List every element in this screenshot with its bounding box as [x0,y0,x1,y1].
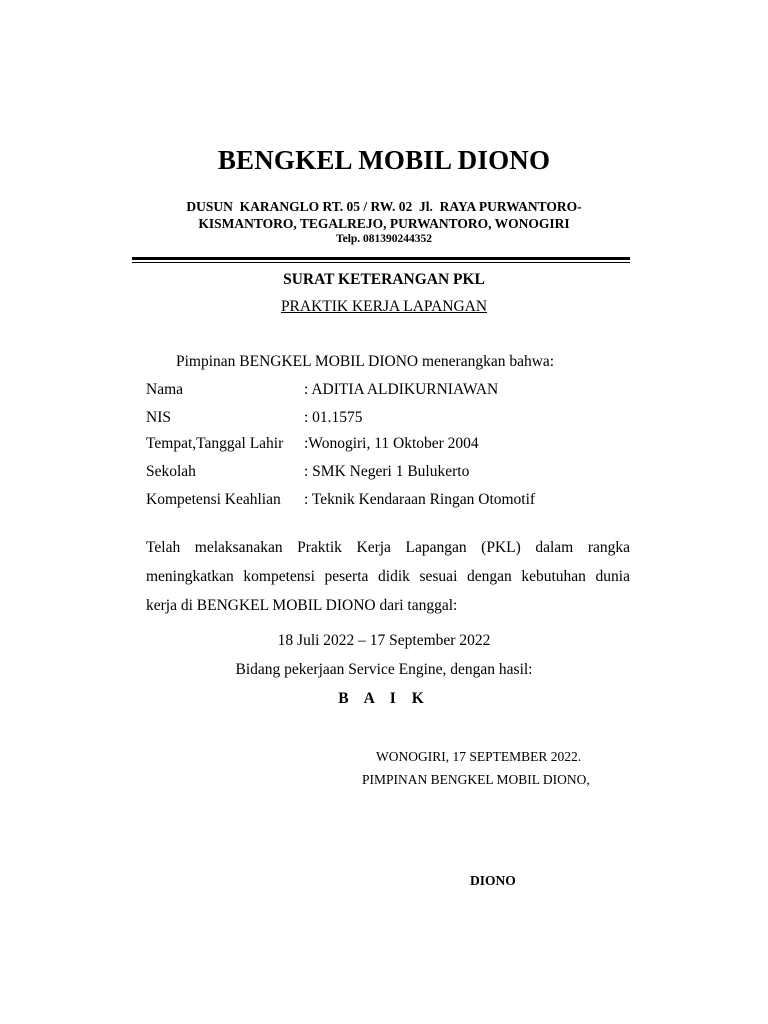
field-value-competency: : Teknik Kendaraan Ringan Otomotif [304,491,536,508]
letterhead-divider-thick [132,257,630,260]
intro-text: Pimpinan BENGKEL MOBIL DIONO menerangkan bahwa: [176,353,555,370]
statement-line-2: meningkatkan kompetensi peserta didik sesuai dengan kebutuhan dunia [146,568,630,585]
company-name: BENGKEL MOBIL DIONO [217,145,551,175]
field-label-nama: Nama [146,381,184,398]
field-label-competency: Kompetensi Keahlian [146,491,281,508]
signature-name: DIONO [470,873,516,888]
statement-paragraph [146,533,630,620]
result-grade: B A I K [338,690,430,707]
address-line-1: DUSUN KARANGLO RT. 05 / RW. 02 Jl. RAYA PURWANTORO- [186,199,582,214]
document-subtitle-text: PRAKTIK KERJA LAPANGAN [280,298,488,315]
field-label-school: Sekolah [146,463,196,480]
document-title: SURAT KETERANGAN PKL [283,271,485,288]
address-line-2: KISMANTORO, TEGALREJO, PURWANTORO, WONOGIRI [198,216,570,231]
field-label-birth: Tempat,Tanggal Lahir [146,435,284,452]
statement-line-1: Telah melaksanakan Praktik Kerja Lapangan (PKL) dalam rangka [146,539,630,556]
field-of-work: Bidang pekerjaan Service Engine, dengan hasil: [235,661,533,678]
signature-title: PIMPINAN BENGKEL MOBIL DIONO, [362,772,590,787]
field-value-school: : SMK Negeri 1 Bulukerto [304,463,470,480]
field-value-nis: : 01.1575 [304,409,363,426]
field-value-birth: :Wonogiri, 11 Oktober 2004 [304,435,479,452]
statement-line-3: kerja di BENGKEL MOBIL DIONO dari tanggal: [146,597,458,614]
phone-number: Telp. 081390244352 [335,233,433,245]
document-subtitle [0,298,768,316]
field-label-nis: NIS [146,409,171,426]
field-value-nama: : ADITIA ALDIKURNIAWAN [304,381,499,398]
pkl-period: 18 Juli 2022 – 17 September 2022 [277,632,491,649]
signature-place-date: WONOGIRI, 17 SEPTEMBER 2022. [376,749,582,764]
letterhead-divider-thin [132,262,630,263]
